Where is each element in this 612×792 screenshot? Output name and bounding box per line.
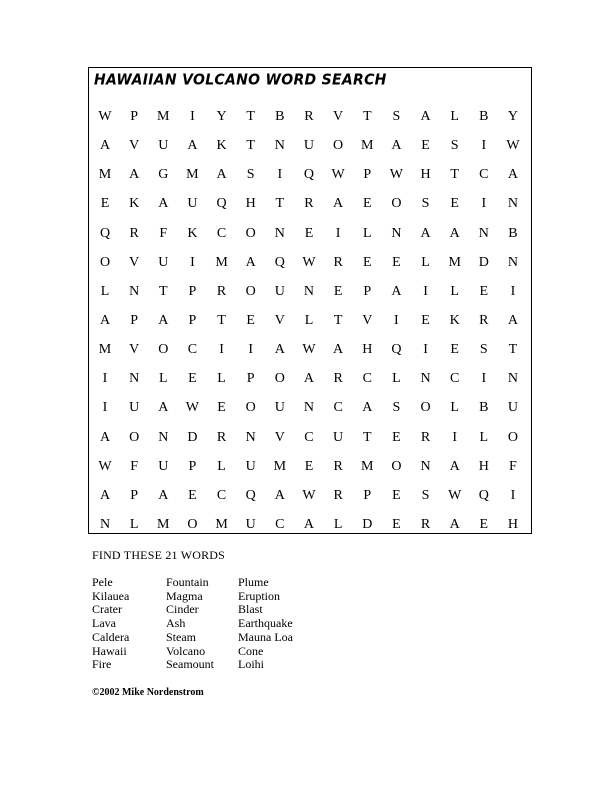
word-list-item: Hawaii [92,643,127,658]
grid-letter: E [188,371,197,387]
grid-letter: T [362,429,372,445]
grid-letter: I [510,487,516,503]
grid-letter: L [100,283,110,299]
grid-letter: R [420,516,431,532]
grid-letter: C [216,487,227,503]
grid-letter: A [274,342,285,358]
word-list-heading: FIND THESE 21 WORDS [92,548,226,562]
grid-letter: M [98,167,112,183]
grid-letter: I [335,225,341,241]
word-list-item: Ash [166,616,186,631]
grid-letter: R [216,429,227,445]
grid-letter: A [303,371,315,387]
word-list-item: Fountain [166,575,209,589]
grid-letter: E [362,254,372,270]
letter-grid [89,68,531,533]
grid-letter: G [158,167,169,183]
grid-letter: L [217,371,226,387]
grid-letter: H [362,342,373,358]
word-list-item: Earthquake [238,616,293,631]
grid-letter: A [158,196,169,212]
grid-letter: E [392,516,401,532]
grid-letter: B [479,109,489,124]
grid-letter: I [102,371,108,387]
grid-letter: V [129,342,140,358]
grid-letter: N [129,283,140,299]
word-list-item: Seamount [166,657,214,672]
grid-letter: U [274,283,285,299]
grid-letter: T [275,196,285,212]
grid-letter: E [100,196,110,212]
grid-letter: I [277,167,283,183]
grid-letter: I [481,138,487,154]
grid-letter: T [217,312,226,328]
grid-letter: R [304,196,314,212]
grid-letter: A [449,516,460,532]
grid-letter: S [479,342,488,358]
grid-letter: Q [391,342,402,358]
grid-letter: M [98,342,112,358]
grid-letter: W [302,254,316,270]
grid-letter: V [129,138,140,154]
grid-letter: M [361,138,374,154]
grid-letter: W [98,458,112,474]
grid-letter: S [421,196,430,212]
grid-letter: I [510,283,516,299]
grid-letter: A [158,400,169,416]
grid-letter: L [479,429,489,445]
grid-letter: C [362,371,372,387]
grid-letter: M [215,516,228,532]
grid-letter: O [333,138,344,154]
grid-letter: L [450,109,459,124]
grid-letter: N [507,371,519,387]
grid-letter: Q [245,487,256,503]
grid-letter: E [304,458,314,474]
word-list-item: Loihi [238,657,264,672]
grid-letter: V [362,312,373,328]
grid-letter: O [158,342,169,358]
grid-letter: N [99,516,111,532]
grid-letter: A [99,487,111,503]
grid-letter: E [392,429,401,445]
grid-letter: S [421,487,430,503]
grid-letter: Y [507,109,519,124]
word-list-item: Eruption [238,588,280,603]
grid-letter: R [420,429,431,445]
grid-letter: N [420,458,431,474]
grid-letter: U [245,458,256,474]
grid-letter: A [245,254,256,270]
grid-letter: F [130,458,139,474]
grid-letter: K [129,196,140,212]
grid-letter: A [391,283,402,299]
grid-letter: K [216,138,227,154]
grid-letter: E [450,196,459,212]
grid-letter: K [449,312,460,328]
grid-letter: A [449,225,460,241]
grid-letter: E [421,312,430,328]
grid-letter: N [420,371,431,387]
grid-letter: P [130,312,139,328]
grid-letter: O [420,400,431,416]
grid-letter: F [509,458,517,474]
grid-letter: L [450,283,459,299]
grid-letter: A [507,312,519,328]
grid-letter: U [507,400,519,416]
grid-letter: U [158,138,169,154]
word-list-item: Pele [92,575,113,589]
word-search-puzzle [88,67,532,534]
grid-letter: O [245,400,256,416]
grid-letter: U [129,400,140,416]
grid-letter: P [130,109,139,124]
grid-letter: R [333,371,343,387]
grid-letter: E [479,516,489,532]
grid-letter: R [216,283,227,299]
grid-letter: W [302,342,316,358]
grid-letter: M [157,516,170,532]
grid-letter: L [217,458,226,474]
grid-letter: L [450,400,459,416]
grid-letter: W [448,487,462,503]
grid-letter: W [506,138,520,154]
grid-letter: U [333,429,344,445]
grid-letter: N [303,283,315,299]
grid-letter: D [187,429,198,445]
word-list-item: Steam [166,629,196,644]
word-list-item: Plume [238,575,269,589]
grid-letter: A [507,167,519,183]
grid-letter: R [304,109,314,124]
word-list-item: Lava [92,616,116,631]
grid-letter: R [129,225,139,241]
grid-letter: S [450,138,459,154]
word-list-item: Cone [238,643,264,658]
grid-letter: N [158,429,169,445]
grid-letter: O [245,283,256,299]
grid-letter: O [391,196,402,212]
grid-letter: I [452,429,457,445]
grid-letter: T [246,138,255,154]
grid-letter: N [507,196,519,212]
grid-letter: I [423,342,428,358]
grid-letter: O [187,516,198,532]
grid-letter: R [333,487,343,503]
copyright-notice: ©2002 Mike Nordenstrom [92,687,204,698]
grid-letter: E [304,225,314,241]
grid-letter: H [507,516,519,532]
grid-letter: M [273,458,287,474]
grid-letter: P [188,458,197,474]
grid-letter: C [216,225,227,241]
grid-letter: A [420,225,431,241]
grid-letter: E [333,283,343,299]
grid-letter: A [99,429,111,445]
grid-letter: V [274,312,285,328]
puzzle-title: HAWAIIAN VOLCANO WORD SEARCH [94,72,387,89]
grid-letter: V [333,109,344,124]
grid-letter: B [508,225,518,241]
word-list-item: Kilauea [92,588,130,603]
grid-letter: I [481,196,487,212]
grid-letter: A [187,138,198,154]
grid-letter: O [274,371,285,387]
grid-letter: C [187,342,198,358]
word-list-column-1 [92,576,129,672]
grid-letter: E [188,487,197,503]
grid-letter: O [99,254,111,270]
grid-letter: P [188,283,197,299]
grid-letter: V [274,429,285,445]
grid-letter: O [391,458,402,474]
grid-letter: T [362,109,372,124]
grid-letter: U [158,254,169,270]
grid-letter: U [187,196,198,212]
word-list-item: Crater [92,602,122,617]
grid-letter: I [423,283,428,299]
grid-letter: L [304,312,314,328]
grid-letter: L [392,371,401,387]
grid-letter: S [392,400,401,416]
grid-letter: N [245,429,256,445]
grid-letter: A [362,400,373,416]
grid-letter: U [274,400,285,416]
grid-letter: K [187,225,198,241]
word-list-item: Fire [92,657,112,672]
grid-letter: O [507,429,519,445]
grid-letter: I [248,342,254,358]
grid-letter: A [129,167,140,183]
grid-letter: E [246,312,255,328]
grid-letter: C [479,167,489,183]
grid-letter: T [450,167,459,183]
grid-letter: L [333,516,343,532]
grid-letter: H [478,458,489,474]
grid-letter: F [159,225,168,241]
grid-letter: E [421,138,430,154]
grid-letter: E [392,487,401,503]
grid-letter: Y [216,109,227,124]
grid-letter: P [363,487,372,503]
word-list-column-2 [166,576,214,672]
grid-letter: B [275,109,285,124]
grid-letter: W [98,109,112,124]
grid-letter: U [303,138,315,154]
grid-letter: Q [303,167,315,183]
grid-letter: I [190,254,195,270]
word-list-item: Caldera [92,629,130,644]
word-list-column-3 [238,576,293,672]
grid-letter: N [478,225,489,241]
grid-letter: E [362,196,372,212]
grid-letter: T [333,312,343,328]
grid-letter: A [274,487,285,503]
grid-letter: R [333,458,343,474]
grid-letter: I [219,342,224,358]
grid-letter: U [158,458,169,474]
grid-letter: C [304,429,314,445]
grid-letter: T [158,283,168,299]
grid-letter: C [333,400,343,416]
grid-letter: N [507,254,519,270]
grid-letter: B [479,400,489,416]
grid-letter: N [129,371,140,387]
grid-letter: A [333,196,344,212]
word-list-item: Magma [166,588,203,603]
grid-letter: D [478,254,489,270]
grid-letter: N [274,225,285,241]
grid-letter: M [215,254,228,270]
grid-letter: Q [478,487,489,503]
grid-letter: I [481,371,487,387]
grid-letter: R [479,312,489,328]
grid-letter: S [246,167,255,183]
grid-letter: A [99,312,111,328]
grid-letter: A [333,342,344,358]
grid-letter: P [363,167,372,183]
grid-letter: M [361,458,374,474]
grid-letter: S [392,109,401,124]
word-list-item: Volcano [166,643,206,658]
grid-letter: H [420,167,431,183]
grid-letter: E [479,283,489,299]
grid-letter: P [188,312,197,328]
grid-letter: N [274,138,285,154]
grid-letter: Q [99,225,111,241]
grid-letter: Q [274,254,285,270]
grid-letter: N [303,400,315,416]
grid-letter: I [102,400,108,416]
grid-letter: A [449,458,460,474]
grid-letter: O [245,225,256,241]
grid-letter: A [391,138,402,154]
grid-letter: E [217,400,226,416]
grid-letter: M [448,254,461,270]
grid-letter: D [362,516,373,532]
grid-letter: P [363,283,372,299]
grid-letter: L [129,516,139,532]
grid-letter: L [158,371,168,387]
grid-letter: A [99,138,111,154]
grid-letter: P [130,487,139,503]
word-list-item: Cinder [166,602,199,617]
grid-letter: U [245,516,256,532]
grid-letter: L [362,225,372,241]
grid-letter: A [158,487,169,503]
grid-letter: A [158,312,169,328]
grid-letter: C [450,371,460,387]
grid-letter: V [129,254,140,270]
grid-letter: T [508,342,518,358]
grid-letter: T [246,109,255,124]
grid-letter: W [185,400,200,416]
word-list-item: Blast [238,602,263,617]
grid-letter: I [394,312,399,328]
grid-letter: P [246,371,255,387]
grid-letter: E [450,342,459,358]
grid-letter: L [421,254,430,270]
grid-letter: C [275,516,285,532]
grid-letter: M [157,109,170,124]
grid-letter: R [333,254,343,270]
grid-letter: Q [216,196,227,212]
grid-letter: H [245,196,256,212]
grid-letter: W [302,487,316,503]
word-list-item: Mauna Loa [238,629,293,644]
grid-letter: N [391,225,402,241]
grid-letter: I [190,109,195,124]
grid-letter: W [389,167,403,183]
grid-letter: A [216,167,227,183]
grid-letter: M [186,167,199,183]
grid-letter: A [420,109,431,124]
grid-letter: O [129,429,140,445]
grid-letter: A [303,516,315,532]
grid-letter: W [331,167,345,183]
grid-letter: E [392,254,401,270]
